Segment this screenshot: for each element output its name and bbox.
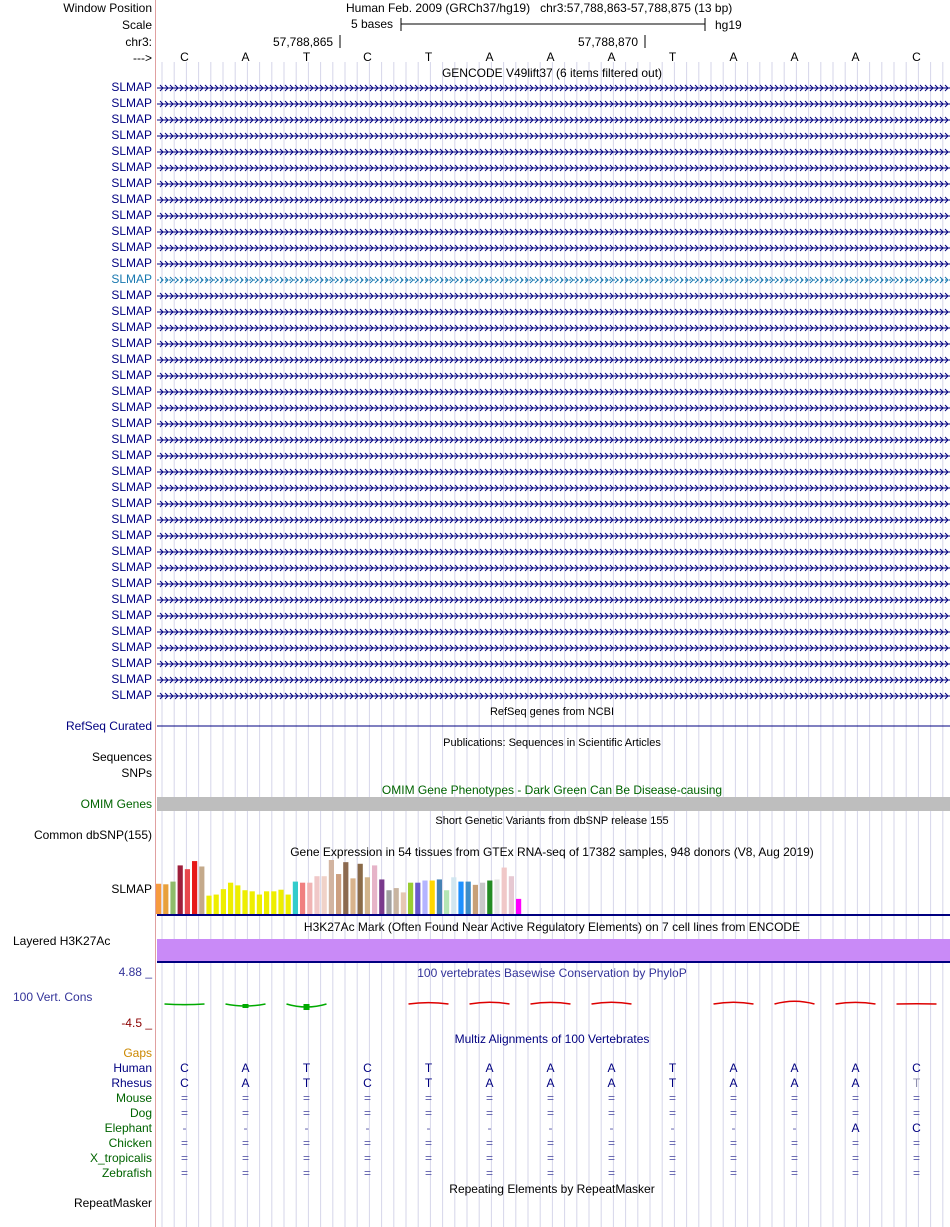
gencode-gene-label[interactable]: SLMAP [111, 336, 152, 350]
gencode-gene-label[interactable]: SLMAP [111, 624, 152, 638]
multiz-base: = [729, 1091, 737, 1105]
gtex-bar [293, 882, 298, 914]
multiz-base: = [241, 1136, 249, 1150]
multiz-base: = [912, 1151, 920, 1165]
multiz-base: = [790, 1106, 798, 1120]
gencode-gene-label[interactable]: SLMAP [111, 544, 152, 558]
multiz-base: - [243, 1121, 248, 1135]
multiz-base: C [363, 1076, 372, 1090]
gtex-bar [466, 882, 471, 914]
gencode-gene-label[interactable]: SLMAP [111, 640, 152, 654]
gtex-bar [250, 891, 255, 914]
gtex-bar [358, 864, 363, 914]
gencode-transcript [157, 485, 950, 491]
multiz-base: = [546, 1151, 554, 1165]
base-letter: C [363, 50, 372, 64]
gencode-gene-label[interactable]: SLMAP [111, 240, 152, 254]
gtex-bar [278, 890, 283, 914]
phylop-bar [304, 1004, 310, 1010]
multiz-species-label[interactable]: Human [113, 1061, 152, 1075]
multiz-base: = [546, 1136, 554, 1150]
refseq-title[interactable]: RefSeq genes from NCBI [489, 706, 615, 718]
gtex-bar [286, 895, 291, 914]
gtex-bar [322, 876, 327, 914]
multiz-base: = [485, 1106, 493, 1120]
multiz-base: = [607, 1166, 615, 1180]
multiz-base: = [485, 1151, 493, 1165]
gencode-transcript [157, 693, 950, 699]
multiz-species-label[interactable]: X_tropicalis [89, 1151, 152, 1165]
multiz-base: - [304, 1121, 309, 1135]
gtex-bar [307, 883, 312, 914]
gtex-bar [365, 877, 370, 914]
gtex-bar [336, 874, 341, 914]
window-position-value[interactable]: Human Feb. 2009 (GRCh37/hg19) chr3:57,788,863-57,788,875 (13 bp) [346, 1, 733, 15]
gencode-gene-label[interactable]: SLMAP [111, 272, 152, 286]
gtex-bar [350, 878, 355, 914]
multiz-base: = [851, 1151, 859, 1165]
multiz-base: = [851, 1106, 859, 1120]
base-letter: A [485, 50, 494, 64]
h3k27ac-signal [157, 939, 950, 961]
scale-bar [401, 18, 705, 31]
chrom-label: chr3: [125, 35, 152, 49]
gencode-transcript [157, 389, 950, 395]
gencode-transcript [157, 373, 950, 379]
gencode-gene-label[interactable]: SLMAP [111, 656, 152, 670]
gtex-bar [487, 881, 492, 914]
multiz-base: A [790, 1061, 799, 1075]
gtex-bar [192, 861, 197, 914]
gencode-gene-label[interactable]: SLMAP [111, 128, 152, 142]
repeatmasker-label[interactable]: RepeatMasker [73, 1196, 152, 1210]
gencode-gene-label[interactable]: SLMAP [111, 160, 152, 174]
multiz-base: = [790, 1166, 798, 1180]
gtex-bar [199, 866, 204, 914]
gtex-bar [314, 876, 319, 914]
gtex-bar [444, 890, 449, 914]
multiz-species-label[interactable]: Zebrafish [101, 1166, 152, 1180]
multiz-base: A [851, 1076, 860, 1090]
phylop-bar [243, 1004, 249, 1008]
gencode-transcript [157, 517, 950, 523]
gencode-title[interactable]: GENCODE V49lift37 (6 items filtered out) [441, 66, 663, 80]
gtex-bar [401, 892, 406, 914]
multiz-base: = [424, 1166, 432, 1180]
multiz-base: = [363, 1091, 371, 1105]
multiz-base: T [912, 1076, 921, 1090]
gtex-bar [343, 862, 348, 914]
multiz-base: A [546, 1076, 555, 1090]
gtex-bar [228, 883, 233, 914]
multiz-base: - [365, 1121, 370, 1135]
multiz-base: T [668, 1076, 677, 1090]
gtex-bar [516, 899, 521, 914]
gencode-transcript [157, 277, 950, 283]
gencode-gene-label[interactable]: SLMAP [111, 176, 152, 190]
gtex-label[interactable]: SLMAP [111, 882, 152, 896]
base-letter: T [424, 50, 433, 64]
multiz-base: - [731, 1121, 736, 1135]
multiz-base: = [485, 1136, 493, 1150]
gencode-transcript [157, 437, 950, 443]
multiz-base: A [851, 1121, 860, 1135]
multiz-base: C [912, 1061, 921, 1075]
gtex-bar [408, 883, 413, 914]
gencode-transcript [157, 581, 950, 587]
gencode-transcript [157, 101, 950, 107]
gencode-gene-label[interactable]: SLMAP [111, 560, 152, 574]
multiz-base: A [485, 1076, 494, 1090]
coord-left: 57,788,865 [273, 35, 334, 49]
multiz-base: A [241, 1061, 250, 1075]
gencode-transcript [157, 245, 950, 251]
multiz-species-label[interactable]: Dog [129, 1106, 152, 1120]
multiz-base: C [363, 1061, 372, 1075]
gencode-gene-label[interactable]: SLMAP [111, 320, 152, 334]
gencode-gene-label[interactable]: SLMAP [111, 96, 152, 110]
gencode-gene-label[interactable]: SLMAP [111, 368, 152, 382]
omim-label[interactable]: OMIM Genes [80, 797, 152, 811]
gtex-bar [430, 881, 435, 914]
gtex-bar [185, 869, 190, 914]
dbsnp-title[interactable]: Short Genetic Variants from dbSNP release 155 [435, 815, 669, 827]
multiz-base: = [912, 1106, 920, 1120]
multiz-species-label[interactable]: Chicken [108, 1136, 152, 1150]
gencode-transcript [157, 117, 950, 123]
gencode-gene-label[interactable]: SLMAP [111, 384, 152, 398]
gencode-transcript [157, 405, 950, 411]
base-letter: A [241, 50, 250, 64]
gencode-transcript [157, 293, 950, 299]
gencode-gene-label[interactable]: SLMAP [111, 672, 152, 686]
gencode-transcript [157, 133, 950, 139]
multiz-base: = [668, 1091, 676, 1105]
publications-label-snps[interactable]: SNPs [121, 766, 152, 780]
gencode-gene-label[interactable]: SLMAP [111, 528, 152, 542]
gtex-bar [242, 890, 247, 914]
base-letter: A [607, 50, 616, 64]
repeatmasker-title[interactable]: Repeating Elements by RepeatMasker [449, 1182, 655, 1196]
multiz-base: = [668, 1151, 676, 1165]
gtex-bar [163, 884, 168, 914]
multiz-base: A [851, 1061, 860, 1075]
multiz-base: = [790, 1136, 798, 1150]
gencode-transcript [157, 357, 950, 363]
multiz-base: - [792, 1121, 797, 1135]
omim-bar [157, 797, 950, 811]
gencode-transcript [157, 533, 950, 539]
gencode-transcript [157, 549, 950, 555]
multiz-base: A [485, 1061, 494, 1075]
multiz-base: = [302, 1106, 310, 1120]
scale-assembly: hg19 [715, 18, 742, 32]
multiz-base: = [729, 1136, 737, 1150]
gencode-transcript [157, 661, 950, 667]
multiz-base: = [912, 1091, 920, 1105]
multiz-base: = [241, 1091, 249, 1105]
dbsnp-label[interactable]: Common dbSNP(155) [33, 828, 152, 842]
multiz-base: = [363, 1106, 371, 1120]
gencode-gene-label[interactable]: SLMAP [111, 512, 152, 526]
multiz-base: - [609, 1121, 614, 1135]
gtex-bar [372, 865, 377, 914]
gencode-gene-label[interactable]: SLMAP [111, 432, 152, 446]
multiz-base: = [912, 1136, 920, 1150]
phylop-mark [531, 1002, 571, 1004]
gtex-bar [264, 891, 269, 914]
gencode-transcript [157, 261, 950, 267]
multiz-base: T [668, 1061, 677, 1075]
gencode-transcript [157, 565, 950, 571]
multiz-species-label[interactable]: Mouse [115, 1091, 152, 1105]
multiz-base: T [424, 1061, 433, 1075]
multiz-base: A [729, 1076, 738, 1090]
gencode-transcript [157, 613, 950, 619]
phylop-mark [409, 1003, 449, 1004]
gencode-transcript [157, 421, 950, 427]
multiz-base: - [487, 1121, 492, 1135]
multiz-base: C [180, 1061, 189, 1075]
gencode-transcript [157, 325, 950, 331]
base-letter: T [302, 50, 311, 64]
multiz-base: = [485, 1091, 493, 1105]
multiz-base: = [546, 1106, 554, 1120]
gencode-transcript [157, 501, 950, 507]
multiz-base: - [426, 1121, 431, 1135]
gencode-gene-label[interactable]: SLMAP [111, 592, 152, 606]
multiz-base: = [729, 1166, 737, 1180]
gencode-transcript [157, 597, 950, 603]
base-letter: A [851, 50, 860, 64]
gtex-title[interactable]: Gene Expression in 54 tissues from GTEx RNA-seq of 17382 samples, 948 donors (V8, Aug 2019) [290, 845, 814, 859]
gtex-bar [221, 889, 226, 914]
multiz-species-label[interactable]: Rhesus [111, 1076, 152, 1090]
gencode-gene-label[interactable]: SLMAP [111, 608, 152, 622]
multiz-base: = [424, 1136, 432, 1150]
phylop-mark [592, 1002, 632, 1004]
gencode-gene-label[interactable]: SLMAP [111, 192, 152, 206]
multiz-base: = [363, 1136, 371, 1150]
base-letter: C [180, 50, 189, 64]
multiz-base: A [607, 1076, 616, 1090]
gencode-gene-label[interactable]: SLMAP [111, 256, 152, 270]
refseq-label[interactable]: RefSeq Curated [65, 719, 152, 733]
gencode-gene-label[interactable]: SLMAP [111, 352, 152, 366]
gtex-bar [458, 882, 463, 914]
phylop-bar [182, 1004, 188, 1005]
multiz-base: = [607, 1151, 615, 1165]
gtex-bar [386, 890, 391, 914]
phylop-max: 4.88 _ [118, 965, 152, 979]
gencode-transcript [157, 85, 950, 91]
gtex-bar [300, 883, 305, 914]
multiz-base: = [607, 1106, 615, 1120]
gencode-gene-label[interactable]: SLMAP [111, 80, 152, 94]
gtex-bar [473, 885, 478, 914]
multiz-base: = [851, 1166, 859, 1180]
gtex-bar [156, 884, 161, 914]
gencode-gene-label[interactable]: SLMAP [111, 448, 152, 462]
multiz-base: = [363, 1151, 371, 1165]
publications-label-sequences[interactable]: Sequences [91, 750, 152, 764]
gtex-bar [480, 883, 485, 914]
multiz-base: = [607, 1091, 615, 1105]
h3k27ac-label[interactable]: Layered H3K27Ac [13, 934, 111, 948]
multiz-base: = [790, 1151, 798, 1165]
multiz-base: = [241, 1151, 249, 1165]
gencode-transcript [157, 341, 950, 347]
gtex-bar [206, 896, 211, 914]
gtex-bar [422, 881, 427, 914]
gtex-bar [502, 868, 507, 914]
gencode-transcript [157, 469, 950, 475]
multiz-base: = [851, 1091, 859, 1105]
publications-title[interactable]: Publications: Sequences in Scientific Articles [443, 737, 661, 749]
multiz-base: = [302, 1091, 310, 1105]
gencode-transcripts [157, 85, 950, 699]
gtex-bar [437, 879, 442, 914]
gtex-bar [178, 865, 183, 914]
multiz-base: = [668, 1136, 676, 1150]
gencode-gene-label[interactable]: SLMAP [111, 688, 152, 702]
base-letter: A [790, 50, 799, 64]
multiz-base: = [302, 1166, 310, 1180]
phylop-mark [470, 1002, 510, 1004]
gtex-bar [257, 895, 262, 914]
multiz-base: = [241, 1106, 249, 1120]
gencode-gene-label[interactable]: SLMAP [111, 576, 152, 590]
gencode-transcript [157, 453, 950, 459]
gtex-bar [271, 891, 276, 914]
gtex-bar [235, 885, 240, 914]
multiz-gaps-label: Gaps [123, 1046, 152, 1060]
multiz-base: - [548, 1121, 553, 1135]
window-position-label: Window Position [63, 1, 152, 15]
gencode-transcript [157, 165, 950, 171]
gencode-gene-label[interactable]: SLMAP [111, 400, 152, 414]
gencode-transcript [157, 645, 950, 651]
coord-right: 57,788,870 [578, 35, 639, 49]
multiz-base: = [180, 1091, 188, 1105]
multiz-base: A [607, 1061, 616, 1075]
gencode-gene-label[interactable]: SLMAP [111, 224, 152, 238]
gtex-bar [214, 895, 219, 914]
base-letter: A [729, 50, 738, 64]
omim-title[interactable]: OMIM Gene Phenotypes - Dark Green Can Be Disease-causing [381, 783, 723, 797]
gencode-transcript [157, 677, 950, 683]
h3k27ac-title[interactable]: H3K27Ac Mark (Often Found Near Active Regulatory Elements) on 7 cell lines from ENCODE [303, 920, 801, 934]
scale-label: Scale [121, 18, 152, 32]
multiz-base: = [668, 1106, 676, 1120]
multiz-base: = [729, 1151, 737, 1165]
multiz-base: A [729, 1061, 738, 1075]
gtex-bar [394, 888, 399, 914]
multiz-base: = [729, 1106, 737, 1120]
multiz-base: = [790, 1091, 798, 1105]
gtex-bar [329, 860, 334, 914]
multiz-base: = [424, 1106, 432, 1120]
multiz-base: = [485, 1166, 493, 1180]
multiz-base: = [180, 1151, 188, 1165]
gtex-bar [451, 877, 456, 914]
multiz-base: - [670, 1121, 675, 1135]
multiz-base: A [546, 1061, 555, 1075]
multiz-base: C [180, 1076, 189, 1090]
base-letter: T [668, 50, 677, 64]
multiz-base: A [790, 1076, 799, 1090]
multiz-base: = [302, 1151, 310, 1165]
gencode-gene-label[interactable]: SLMAP [111, 416, 152, 430]
gtex-bar [170, 882, 175, 914]
multiz-base: T [302, 1061, 311, 1075]
gencode-gene-label[interactable]: SLMAP [111, 496, 152, 510]
multiz-base: A [241, 1076, 250, 1090]
phylop-title[interactable]: 100 vertebrates Basewise Conservation by PhyloP [417, 966, 687, 980]
multiz-base: = [546, 1091, 554, 1105]
gtex-bar [415, 883, 420, 914]
gencode-gene-label[interactable]: SLMAP [111, 480, 152, 494]
multiz-base: = [424, 1091, 432, 1105]
multiz-base: = [241, 1166, 249, 1180]
gtex-bar [379, 879, 384, 914]
multiz-base: = [363, 1166, 371, 1180]
multiz-base: = [912, 1166, 920, 1180]
gencode-gene-label[interactable]: SLMAP [111, 464, 152, 478]
gencode-transcript [157, 629, 950, 635]
multiz-base: = [180, 1106, 188, 1120]
gencode-gene-label[interactable]: SLMAP [111, 144, 152, 158]
multiz-base: T [424, 1076, 433, 1090]
gtex-bar [494, 879, 499, 914]
gencode-gene-label[interactable]: SLMAP [111, 112, 152, 126]
gencode-gene-label[interactable]: SLMAP [111, 304, 152, 318]
multiz-base: = [607, 1136, 615, 1150]
multiz-base: = [180, 1136, 188, 1150]
base-letter: C [912, 50, 921, 64]
gtex-bar [509, 876, 514, 914]
base-grid-lines [162, 62, 943, 1227]
base-letter: A [546, 50, 555, 64]
scale-value: 5 bases [351, 17, 394, 31]
gencode-transcript [157, 229, 950, 235]
gencode-transcript [157, 309, 950, 315]
phylop-mark [714, 1002, 754, 1004]
multiz-base: = [180, 1166, 188, 1180]
multiz-title[interactable]: Multiz Alignments of 100 Vertebrates [454, 1032, 650, 1046]
gencode-transcript [157, 213, 950, 219]
gencode-gene-label[interactable]: SLMAP [111, 288, 152, 302]
strand-label: ---> [133, 51, 152, 65]
gencode-transcript [157, 149, 950, 155]
multiz-base: = [851, 1136, 859, 1150]
gencode-transcript [157, 197, 950, 203]
gencode-transcript [157, 181, 950, 187]
multiz-base: C [912, 1121, 921, 1135]
multiz-base: = [668, 1166, 676, 1180]
phylop-min: -4.5 _ [121, 1016, 152, 1030]
phylop-label[interactable]: 100 Vert. Cons [13, 990, 93, 1004]
gencode-gene-label[interactable]: SLMAP [111, 208, 152, 222]
phylop-mark [836, 1002, 876, 1004]
multiz-base: - [182, 1121, 187, 1135]
multiz-base: = [546, 1166, 554, 1180]
multiz-species-label[interactable]: Elephant [104, 1121, 152, 1135]
multiz-base: T [302, 1076, 311, 1090]
multiz-base: = [424, 1151, 432, 1165]
multiz-base: = [302, 1136, 310, 1150]
